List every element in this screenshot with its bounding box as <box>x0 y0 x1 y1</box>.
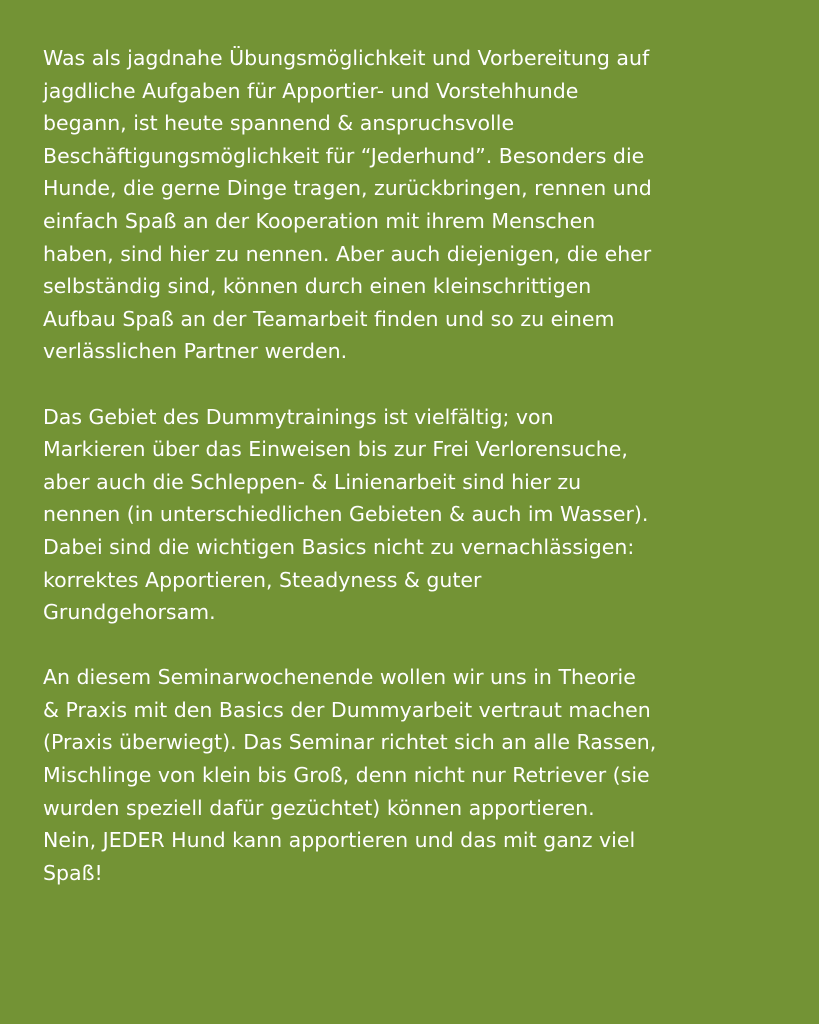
text-line: aber auch die Schleppen- & Linienarbeit sind hier zu <box>43 469 582 494</box>
text-line: Was als jagdnahe Übungsmöglichkeit und Vorbereitung auf <box>43 46 650 70</box>
text-line: (Praxis überwiegt). Das Seminar richtet sich an alle Rassen, <box>43 730 657 755</box>
seminar-paragraph <box>43 661 779 889</box>
text-line: verlässlichen Partner werden. <box>43 339 348 364</box>
text-line: selbständig sind, können durch einen kleinschrittigen <box>43 274 592 299</box>
text-line: Spaß! <box>43 860 103 885</box>
text-line: Hunde, die gerne Dinge tragen, zurückbringen, rennen und <box>43 176 652 201</box>
text-line: einfach Spaß an der Kooperation mit ihrem Menschen <box>43 208 596 233</box>
paragraph-spacer <box>43 629 779 662</box>
text-line: wurden speziell dafür gezüchtet) können apportieren. <box>43 795 595 820</box>
text-line: & Praxis mit den Basics der Dummyarbeit vertraut machen <box>43 697 651 722</box>
text-line: Beschäftigungsmöglichkeit für “Jederhund”. Besonders die <box>43 143 645 168</box>
paragraph-spacer <box>43 368 779 401</box>
text-line: nennen (in unterschiedlichen Gebieten & auch im Wasser). <box>43 502 649 527</box>
training-paragraph <box>43 401 779 629</box>
text-line: Grundgehorsam. <box>43 600 216 625</box>
text-line: jagdliche Aufgaben für Apportier- und Vorstehhunde <box>43 78 579 103</box>
text-line: begann, ist heute spannend & anspruchsvolle <box>43 111 515 136</box>
text-line: haben, sind hier zu nennen. Aber auch diejenigen, die eher <box>43 241 652 266</box>
text-line: Nein, JEDER Hund kann apportieren und das mit ganz viel <box>43 828 636 853</box>
text-line: An diesem Seminarwochenende wollen wir uns in Theorie <box>43 665 636 690</box>
intro-paragraph <box>43 42 779 368</box>
text-line: Mischlinge von klein bis Groß, denn nicht nur Retriever (sie <box>43 763 650 788</box>
text-line: korrektes Apportieren, Steadyness & guter <box>43 567 482 592</box>
text-line: Dabei sind die wichtigen Basics nicht zu vernachlässigen: <box>43 534 635 559</box>
text-line: Aufbau Spaß an der Teamarbeit finden und so zu einem <box>43 306 615 331</box>
text-line: Das Gebiet des Dummytrainings ist vielfältig; von <box>43 404 554 429</box>
text-line: Markieren über das Einweisen bis zur Frei Verlorensuche, <box>43 437 628 462</box>
